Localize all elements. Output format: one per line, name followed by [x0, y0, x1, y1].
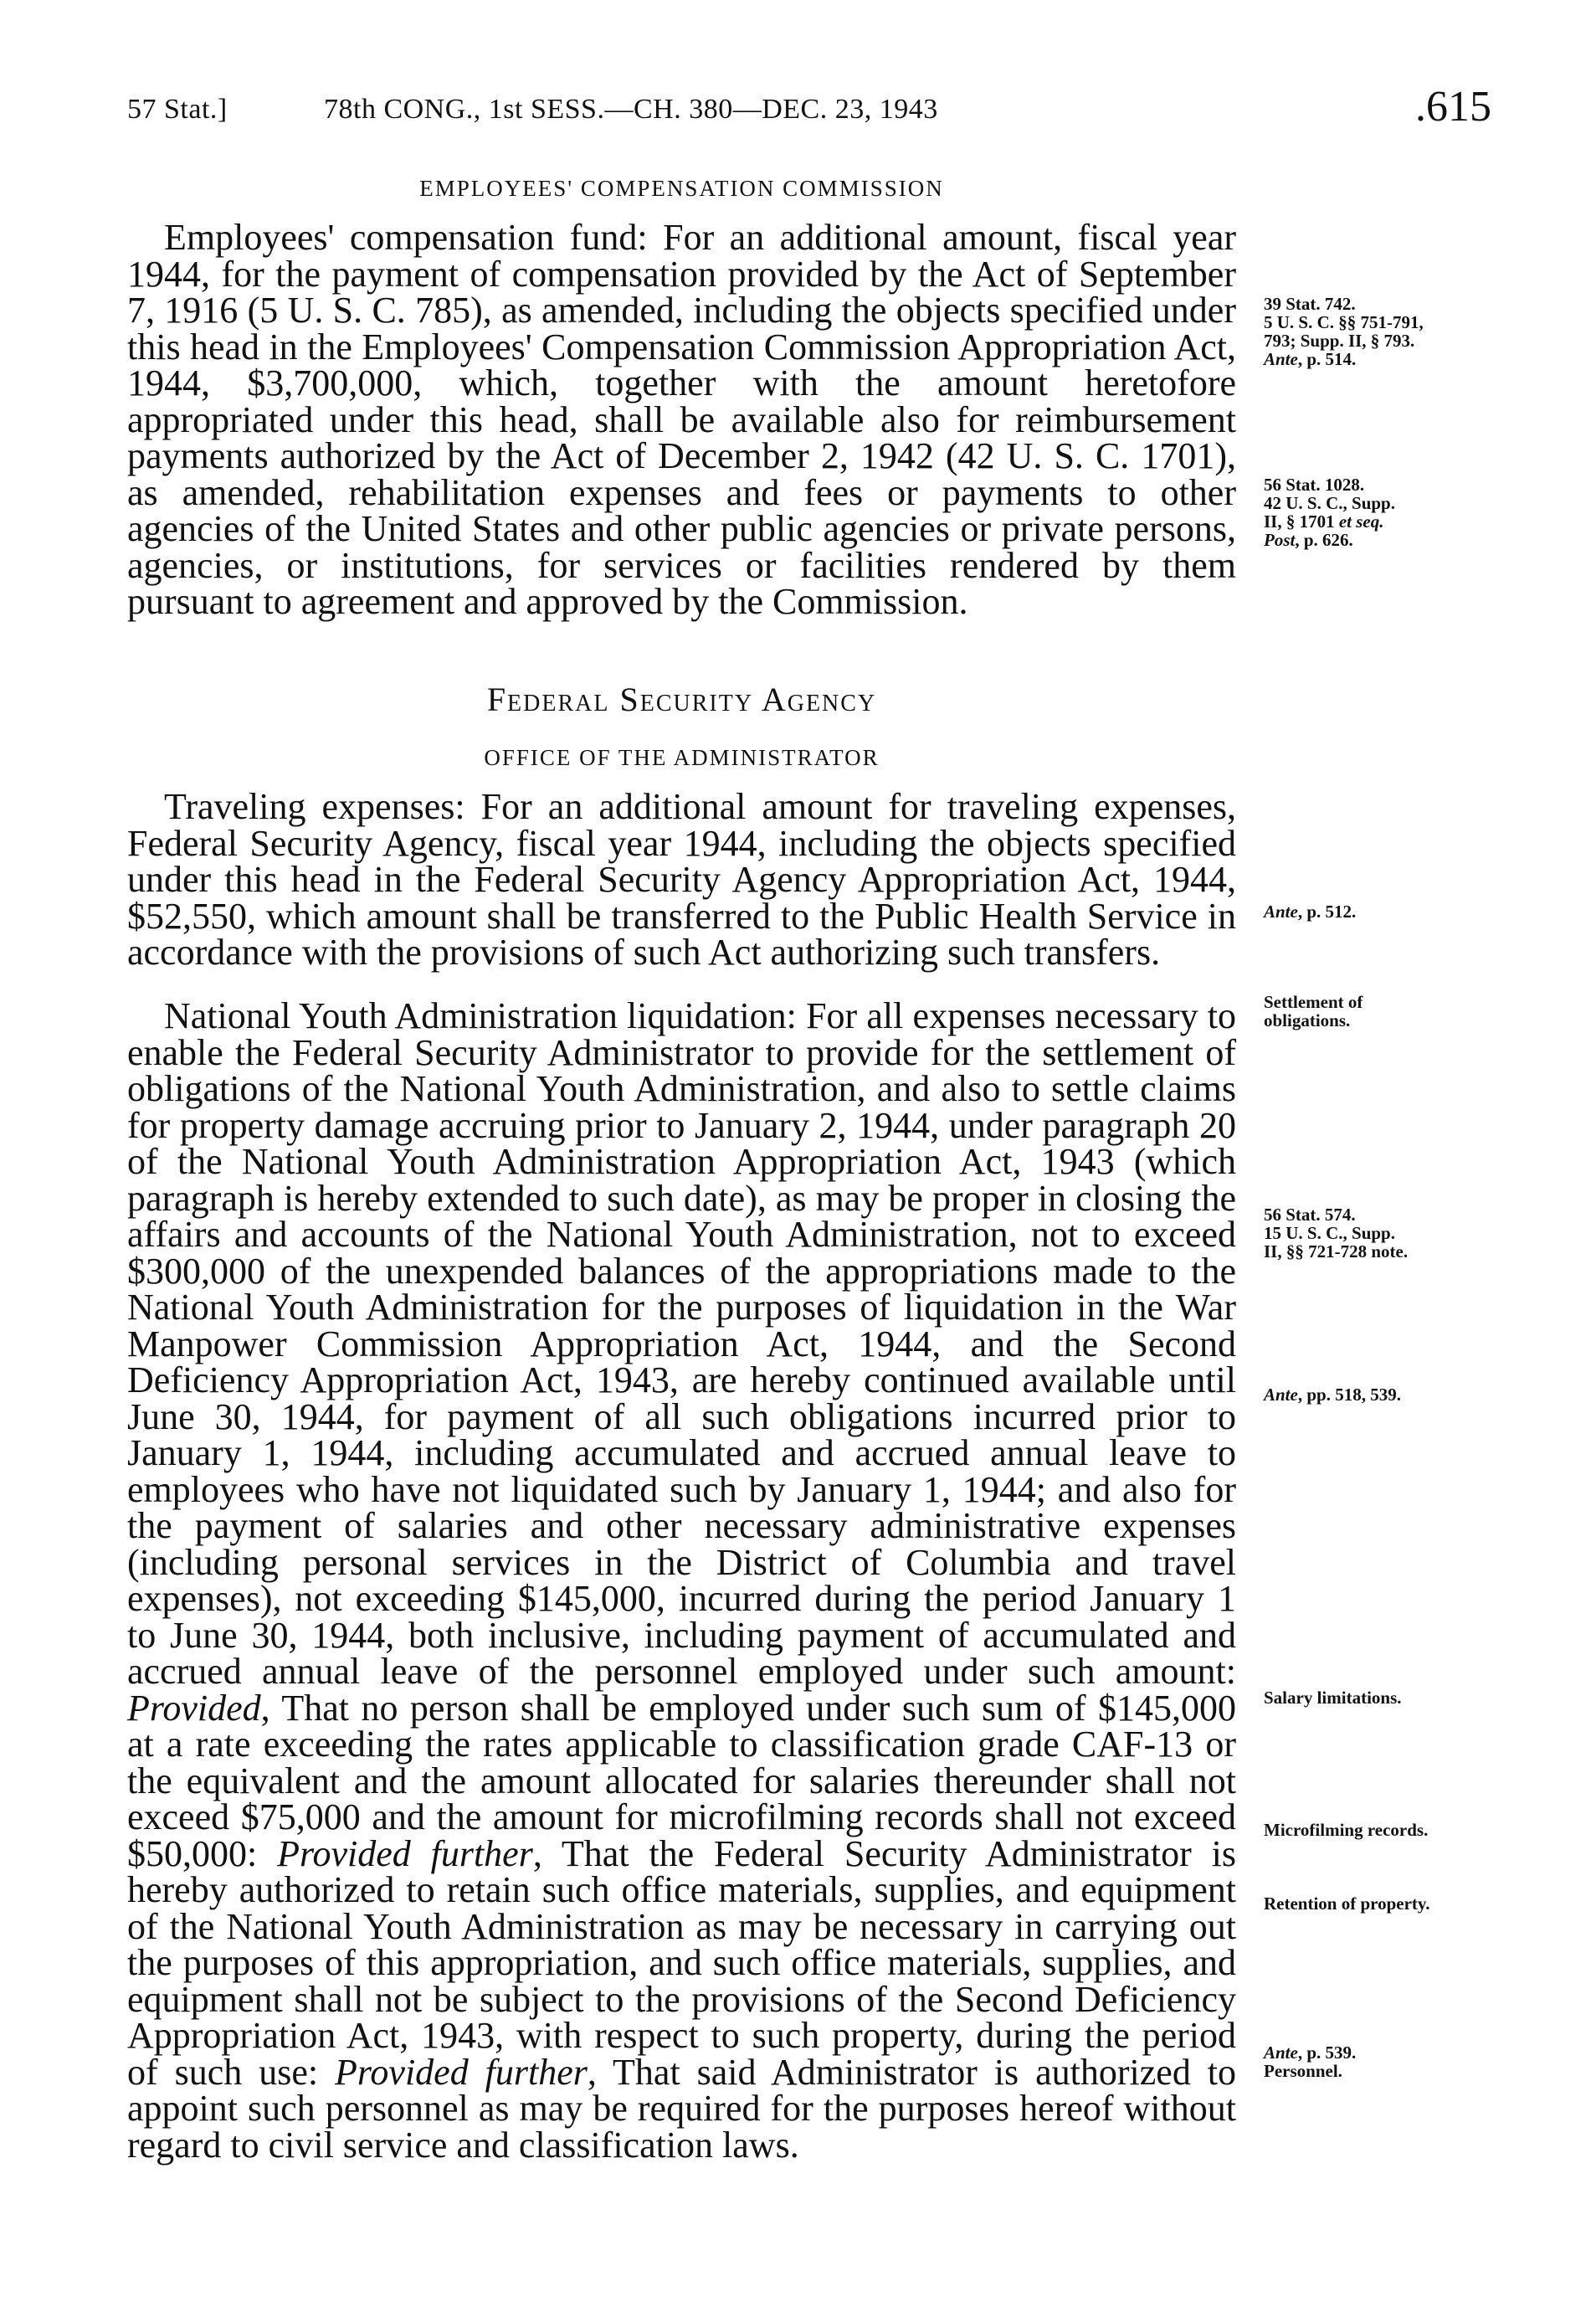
header-session-info: 78th CONG., 1st SESS.—CH. 380—DEC. 23, 1943 [324, 94, 938, 125]
margin-note-microfilming: Microfilming records. [1264, 1820, 1429, 1840]
nya-text-part-a: National Youth Administration liquidation: For all expenses necessary to enable the Federal Security Administrator to provide for the settlement of obligations of the National Youth Administration, and also to settle claims for property damage accruing prior to January 2, 1944, under paragraph 20 of the National Youth Administration Appropriation Act, 1943 (which paragraph is hereby extended to such date), as may be proper in closing the affairs and accounts of the National Youth Administration, not to exceed $300,000 of the unexpended balances of the appropriations made to the National Youth Administration for the purposes of liquidation in the War Manpower Commission Appropriation Act, 1944, and the Second Deficiency Appropriation Act, 1943, are hereby continued available until June 30, 1944, for payment of all such obligations incurred prior to January 1, 1944, including accumulated and accrued annual leave to employees who have not liquidated such by January 1, 1944; and also for the payment of salaries and other necessary administrative expenses (including personal services in the District of Columbia and travel expenses), not exceeding $145,000, incurred during the period January 1 to June 30, 1944, both inclusive, including payment of accumulated and accrued annual leave of the personnel employed under such amount: [127, 995, 1236, 1692]
office-heading: OFFICE OF THE ADMINISTRATOR [484, 745, 880, 770]
proviso-3: Provided further [335, 2051, 588, 2093]
proviso-2: Provided further [277, 1832, 533, 1874]
nya-text-part-d: , That said Administrator is authorized to appoint such personnel as may be required for the purposes hereof without regard to civil service and classification laws. [127, 2051, 1236, 2166]
page-number: .615 [1415, 83, 1491, 131]
nya-text-part-c: , That the Federal Security Administrator is hereby authorized to retain such office materials, supplies, and equipment of the National Youth Administration as may be necessary in carrying out the purposes of this appropriation, and such office materials, supplies, and equipment shall not be subject to the provisions of the Second Deficiency Appropriation Act, 1943, with respect to such property, during the period of such use: [127, 1832, 1236, 2093]
margin-note-salary-limitations: Salary limitations. [1264, 1688, 1402, 1708]
margin-note-retention: Retention of property. [1264, 1893, 1430, 1914]
margin-note-citation-5: 56 Stat. 574. 15 U. S. C., Supp. II, §§ 721-728 note. [1264, 1205, 1409, 1261]
margin-note-citation-6: Ante, pp. 518, 539. [1264, 1385, 1401, 1405]
paragraph-traveling-expenses: Traveling expenses: For an additional amount for traveling expenses, Federal Security Agency, fiscal year 1944, including the objects specified under this head in the Federal Security Agency Appropriation Act, 1944, $52,550, which amount shall be transferred to the Public Health Service in accordance with the provisions of such Act authorizing such transfers. [127, 786, 1236, 973]
paragraph-nya-liquidation [127, 995, 1236, 2166]
margin-note-settlement: Settlement of obligations. [1264, 992, 1363, 1030]
fsa-heading: Federal Security Agency [486, 681, 877, 718]
paragraph-employees-compensation-fund: Employees' compensation fund: For an additional amount, fiscal year 1944, for the payment of compensation provided by the Act of September 7, 1916 (5 U. S. C. 785), as amended, including the objects specified under this head in the Employees' Compensation Commission Appropriation Act, 1944, $3,700,000, which, together with the amount heretofore appropriated under this head, shall be available also for reimbursement payments authorized by the Act of December 2, 1942 (42 U. S. C. 1701), as amended, rehabilitation expenses and fees or payments to other agencies of the United States and other public agencies or private persons, agencies, or institutions, for services or facilities rendered by them pursuant to agreement and approved by the Commission. [127, 217, 1236, 622]
margin-note-citation-2: 56 Stat. 1028. 42 U. S. C., Supp. II, § 1701 et seq. Post, p. 626. [1264, 475, 1395, 550]
ecc-heading: EMPLOYEES' COMPENSATION COMMISSION [419, 176, 944, 201]
margin-note-citation-10: Ante, p. 539. Personnel. [1264, 2043, 1357, 2081]
proviso-1: Provided [127, 1687, 261, 1729]
margin-note-citation-1: 39 Stat. 742. 5 U. S. C. §§ 751-791, 793; Supp. II, § 793. Ante, p. 514. [1264, 294, 1424, 369]
nya-text-part-b: , That no person shall be employed under such sum of $145,000 at a rate exceeding the rates applicable to classification grade CAF-13 or the equivalent and the amount allocated for salaries thereunder shall not exceed $75,000 and the amount for microfilming records shall not exceed $50,000: [127, 1687, 1236, 1874]
margin-note-citation-3: Ante, p. 512. [1264, 902, 1357, 922]
header-statute-ref: 57 Stat.] [127, 94, 228, 125]
